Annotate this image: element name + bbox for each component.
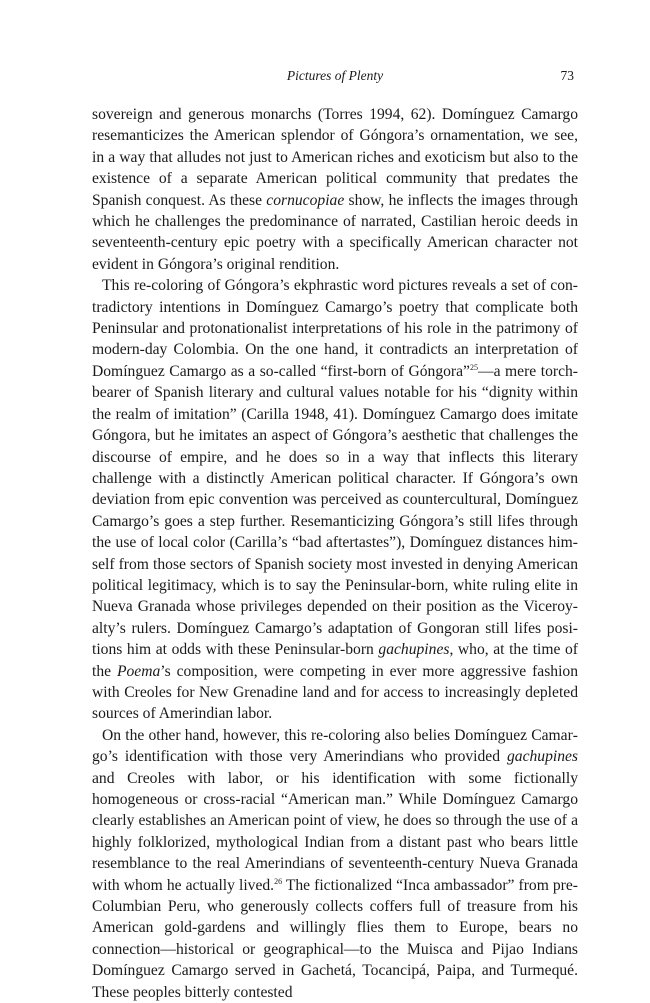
- text-run: show, he inflects the images through which he challenges the predominance of narrated, Castilian heroic deeds in seventeenth-century epic poetry with a specifically American character not evident in Góngora’s original rendition.: [92, 191, 578, 273]
- italic-text: gachupines: [378, 641, 450, 659]
- body-text: [92, 104, 578, 1003]
- paragraph: [92, 275, 578, 725]
- text-run: ’s composition, were competing in ever more aggressive fashion with Creoles for New Grenadine land and for access to increasingly depleted sources of Amerindian labor.: [92, 662, 578, 723]
- text-run: On the other hand, however, this re-coloring also belies Domínguez Camargo’s identification with those very Amerindians who provided: [92, 726, 578, 766]
- running-title: Pictures of Plenty: [286, 68, 384, 83]
- text-run: —a mere torchbearer of Spanish literary and cultural values notable for his “dignity within the realm of imitation” (Carilla 1948, 41). Domínguez Camargo does imitate Góngora, but he imitates an aspect of Góngora’s aesthetic that challenges the discourse of empire, and he does so in a way that inflects this literary challenge with a distinctly American political character. If Góngora’s own deviation from epic convention was perceived as countercultural, Domínguez Camargo’s goes a step further. Resemanticizing Góngora’s still lifes through the use of local color (Carilla’s “bad aftertastes”), Domínguez distances himself from those sectors of Spanish society most invested in denying American political legitimacy, which is to say the Peninsular-born, white ruling elite in Nueva Granada whose privileges depended on their position as the Viceroyalty’s rulers. Domínguez Camargo’s adaptation of Gongoran still lifes positions him at odds with these Peninsular-born: [92, 362, 578, 659]
- text-run: and Creoles with labor, or his identification with some fictionally homogeneous or cross-racial “American man.” While Domínguez Camargo clearly establishes an American point of view, he does so through the use of a highly folklorized, mythological Indian from a distant past who bears little resemblance to the real Amerindians of seventeenth-century Nueva Granada with whom he actually lived.: [92, 769, 578, 894]
- page-number: 73: [560, 68, 574, 83]
- footnote-marker: 25: [469, 362, 478, 372]
- text-run: , who, at the time of the: [92, 641, 578, 680]
- italic-text: Poema: [116, 662, 161, 680]
- text-run: The fictionalized “Inca ambassador” from pre-Columbian Peru, who generously collects coffers full of treasure from his American gold-gardens and willingly flies them to Europe, bears no connection—historical or geographical—to the Muisca and Pijao Indians Domínguez Camargo served in Gachetá, Tocancipá, Paipa, and Turmequé. These peoples bitterly contested: [92, 876, 578, 1001]
- italic-text: gachupines: [506, 748, 578, 766]
- italic-text: cornucopiae: [266, 191, 345, 209]
- paragraph: [92, 104, 578, 275]
- text-run: This re-coloring of Góngora’s ekphrastic word pictures reveals a set of contradictory intentions in Domínguez Camargo’s poetry that complicate both Peninsular and protonationalist interpretations of his role in the patrimony of modern-day Colombia. On the one hand, it contradicts an interpretation of Domínguez Camargo as a so-called “first-born of Góngora”: [92, 277, 578, 380]
- text-run: sovereign and generous monarchs (Torres 1994, 62). Domínguez Camargo resemanticizes the American splendor of Góngora’s ornamentation, we see, in a way that alludes not just to American riches and exoticism but also to the existence of a separate American political community that predates the Spanish conquest. As these: [92, 106, 578, 209]
- footnote-marker: 26: [274, 876, 283, 886]
- paragraph: [92, 725, 578, 1003]
- running-head: [92, 68, 578, 88]
- book-page: [92, 68, 578, 1003]
